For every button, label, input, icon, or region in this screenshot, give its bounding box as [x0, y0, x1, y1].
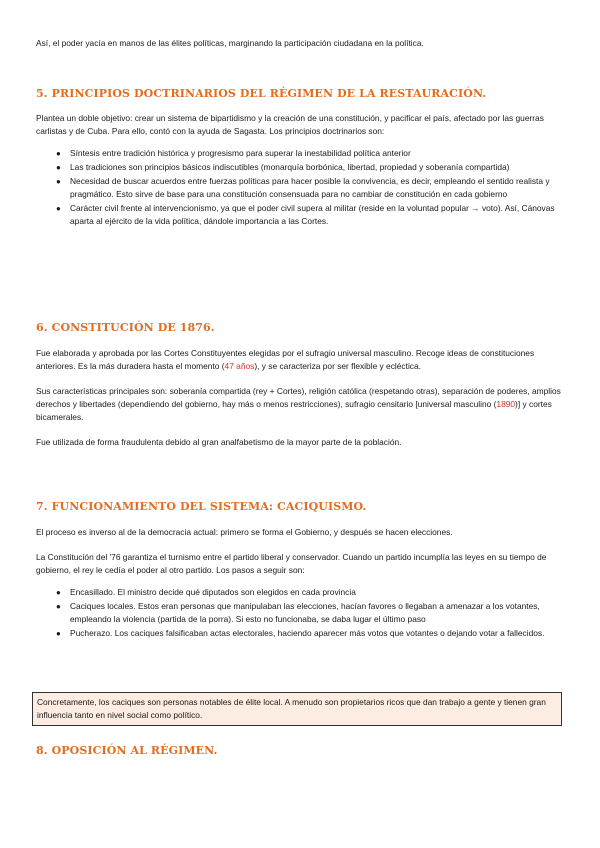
section-7-paragraph-2: La Constitución del '76 garantiza el turnismo entre el partido liberal y conservador. Cuando un partido incumplía las leyes en su tiempo de gobierno, el rey le cedía el poder al otro partido. Los pasos a seguir son:: [36, 552, 547, 575]
section-7-list: [36, 586, 566, 640]
section-6-paragraph-2: Sus características principales son: soberanía compartida (rey + Cortes), religión católica (respetando otras), separación de poderes, amplios derechos y libertades (dependiendo del gobierno, hay más o menos restricciones), sufragio censitario [universal masculino (1890)] y cortes bicamerales.: [36, 386, 561, 422]
section-5-paragraph: Plantea un doble objetivo: crear un sistema de bipartidismo y la creación de una constitución, y pacificar el país, afectado por las guerras carlistas y de Cuba. Para ello, contó con la ayuda de Sagasta. Los principios doctrinarios son:: [36, 113, 544, 136]
section-5-body: [36, 112, 566, 229]
section-6-body: [36, 347, 566, 449]
list-item: ● Caciques locales. Estos eran personas que manipulaban las elecciones, hacían favores o llegaban a amenazar a los votantes, empleando la violencia (partida de la porra). Si esto no funcionaba, se daba lugar el último paso: [56, 601, 540, 624]
section-6-heading: 6. CONSTITUCIÓN DE 1876.: [36, 321, 215, 334]
section-6-paragraph-1: Fue elaborada y aprobada por las Cortes Constituyentes elegidas por el sufragio universal masculino. Recoge ideas de constituciones anteriores. Es la más duradera hasta el momento (47 años), y se caracteriza por ser flexible y ecléctica.: [36, 348, 535, 371]
list-item: ● Necesidad de buscar acuerdos entre fuerzas políticas para hacer posible la convivencia, es decir, empleando el sentido realista y pragmático. Esto sirve de base para una constitución consensuada para no cambiar de constitución en cada gobierno: [56, 176, 550, 199]
section-7-body: [36, 526, 566, 641]
section-5-list: [36, 147, 566, 228]
bullet-icon: ●: [56, 204, 61, 213]
bullet-icon: ●: [56, 177, 61, 186]
list-item: ● Carácter civil frente al intervencionismo, ya que el poder civil supera al militar (reside en la voluntad popular → voto). Así, Cánovas aparta al ejército de la vida política, dándole importancia a las Cortes.: [56, 203, 555, 226]
section-7-paragraph-1: El proceso es inverso al de la democracia actual: primero se forma el Gobierno, y después se hacen elecciones.: [36, 527, 453, 537]
list-item: ● Encasillado. El ministro decide qué diputados son elegidos en cada provincia: [56, 587, 356, 597]
bullet-icon: ●: [56, 588, 61, 597]
bullet-icon: ●: [56, 629, 61, 638]
section-6-paragraph-3: Fue utilizada de forma fraudulenta debido al gran analfabetismo de la mayor parte de la población.: [36, 437, 402, 447]
bullet-icon: ●: [56, 163, 61, 172]
list-item: ● Las tradiciones son principios básicos indiscutibles (monarquía borbónica, libertad, propiedad y soberanía compartida): [56, 162, 510, 172]
bullet-icon: ●: [56, 149, 61, 158]
highlight-years: 47 años: [224, 361, 255, 371]
intro-paragraph: Así, el poder yacía en manos de las élites políticas, marginando la participación ciudadana en la política.: [36, 38, 424, 48]
list-item: ● Pucherazo. Los caciques falsificaban actas electorales, haciendo aparecer más votos que votantes o dejando votar a fallecidos.: [56, 628, 545, 638]
bullet-icon: ●: [56, 602, 61, 611]
highlight-year: 1890: [496, 399, 516, 409]
section-7-heading: 7. FUNCIONAMIENTO DEL SISTEMA: CACIQUISMO.: [36, 500, 367, 513]
section-5-heading: 5. PRINCIPIOS DOCTRINARIOS DEL RÉGIMEN DE LA RESTAURACIÓN.: [36, 87, 487, 100]
callout-text: Concretamente, los caciques son personas notables de élite local. A menudo son propietarios ricos que dan trabajo a gente y tienen gran influencia tanto en nivel social como político.: [37, 697, 546, 720]
caciques-callout-box: [32, 692, 562, 726]
section-8-heading: 8. OPOSICIÓN AL RÉGIMEN.: [36, 744, 218, 757]
list-item: ● Síntesis entre tradición histórica y progresismo para superar la inestabilidad política anterior: [56, 148, 411, 158]
